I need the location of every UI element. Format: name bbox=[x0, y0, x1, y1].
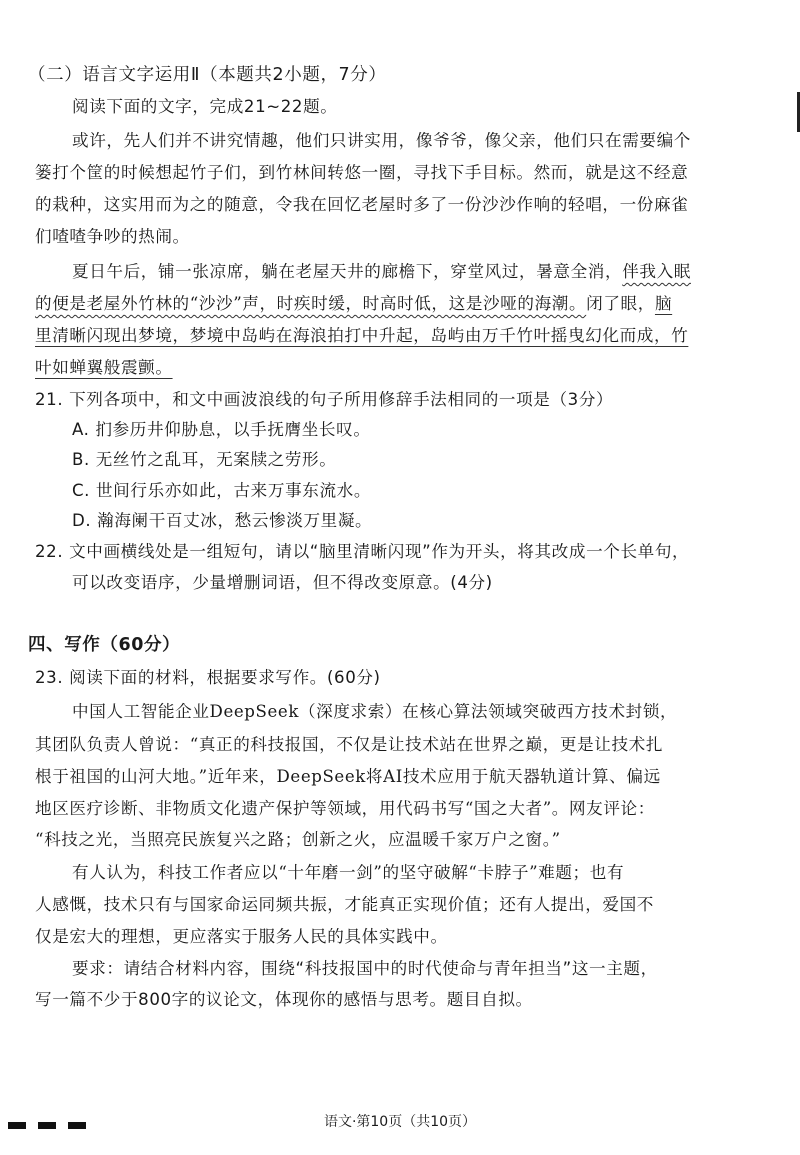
section-instruction: 阅读下面的文字，完成21~22题。 bbox=[72, 97, 338, 116]
passage-p2-line4 bbox=[0, 357, 800, 379]
passage-p2-plain-1: 夏日午后，铺一张凉席，躺在老屋天井的廊檐下，穿堂风过，暑意全消， bbox=[72, 262, 623, 281]
question-21-stem: 21. 下列各项中，和文中画波浪线的句子所用修辞手法相同的一项是（3分） bbox=[35, 390, 614, 409]
material-line1: 中国人工智能企业DeepSeek（深度求索）在核心算法领域突破西方技术封锁， bbox=[72, 702, 678, 721]
question-21-option-a: A. 扪参历井仰胁息，以手抚膺坐长叹。 bbox=[72, 420, 371, 439]
question-22-line1: 22. 文中画横线处是一组短句，请以“脑里清晰闪现”作为开头，将其改成一个长单句， bbox=[35, 542, 690, 561]
material-line6: 有人认为，科技工作者应以“十年磨一剑”的坚守破解“卡脖子”难题；也有 bbox=[72, 863, 625, 882]
requirement-line2: 写一篇不少于800字的议论文，体现你的感悟与思考。题目自拟。 bbox=[35, 990, 533, 1009]
passage-p2-line2 bbox=[0, 293, 800, 315]
material-line3: 根于祖国的山河大地。”近年来，DeepSeek将AI技术应用于航天器轨道计算、偏远 bbox=[35, 767, 661, 786]
question-23-stem: 23. 阅读下面的材料，根据要求写作。(60分) bbox=[35, 668, 381, 687]
passage-p1-line4: 们喳喳争吵的热闹。 bbox=[35, 227, 190, 246]
passage-p2-line1 bbox=[0, 261, 800, 283]
material-line7: 人感慨，技术只有与国家命运同频共振，才能真正实现价值；还有人提出，爱国不 bbox=[35, 895, 654, 914]
underlined-sentence: 里清晰闪现出梦境，梦境中岛屿在海浪拍打中升起，岛屿由万千竹叶摇曳幻化而成，竹 bbox=[35, 326, 689, 345]
passage-p1-line3: 的栽种，这实用而为之的随意，令我在回忆老屋时多了一份沙沙作响的轻唱，一份麻雀 bbox=[35, 195, 689, 214]
material-line8: 仅是宏大的理想，更应落实于服务人民的具体实践中。 bbox=[35, 927, 448, 946]
page-number-footer: 语文·第10页（共10页） bbox=[323, 1114, 477, 1130]
material-line4: 地区医疗诊断、非物质文化遗产保护等领域，用代码书写“国之大者”。网友评论： bbox=[35, 799, 655, 818]
underlined-sentence-start: 脑 bbox=[654, 294, 673, 313]
passage-p2-plain-2: 闭了眼， bbox=[586, 294, 655, 313]
requirement-line1: 要求：请结合材料内容，围绕“科技报国中的时代使命与青年担当”这一主题， bbox=[72, 959, 658, 978]
question-21-option-d: D. 瀚海阑干百丈冰，愁云惨淡万里凝。 bbox=[72, 511, 373, 530]
question-21-option-b: B. 无丝竹之乱耳，无案牍之劳形。 bbox=[72, 450, 337, 469]
question-22-line2: 可以改变语序，少量增删词语，但不得改变原意。(4分) bbox=[72, 573, 493, 592]
material-line2: 其团队负责人曾说：“真正的科技报国，不仅是让技术站在世界之巅，更是让技术扎 bbox=[35, 735, 664, 754]
passage-p1-line1: 或许，先人们并不讲究情趣，他们只讲实用，像爷爷，像父亲，他们只在需要编个 bbox=[72, 131, 691, 150]
section-heading-writing: 四、写作（60分） bbox=[28, 635, 181, 655]
underlined-sentence-end: 叶如蝉翼般震颤。 bbox=[35, 358, 173, 377]
material-line5: “科技之光，当照亮民族复兴之路；创新之火，应温暖千家万户之窗。” bbox=[35, 830, 561, 849]
section-heading-language-use: （二）语言文字运用Ⅱ（本题共2小题，7分） bbox=[28, 65, 387, 85]
wavy-underlined-sentence: 的便是老屋外竹林的“沙沙”声，时疾时缓，时高时低，这是沙哑的海潮。 bbox=[35, 294, 587, 313]
question-21-option-c: C. 世间行乐亦如此，古来万事东流水。 bbox=[72, 481, 372, 500]
passage-p1-line2: 篓打个筐的时候想起竹子们，到竹林间转悠一圈，寻找下手目标。然而，就是这不经意 bbox=[35, 163, 689, 182]
passage-p2-line3 bbox=[0, 325, 800, 347]
wavy-underlined-sentence-start: 伴我入眠 bbox=[622, 262, 691, 281]
